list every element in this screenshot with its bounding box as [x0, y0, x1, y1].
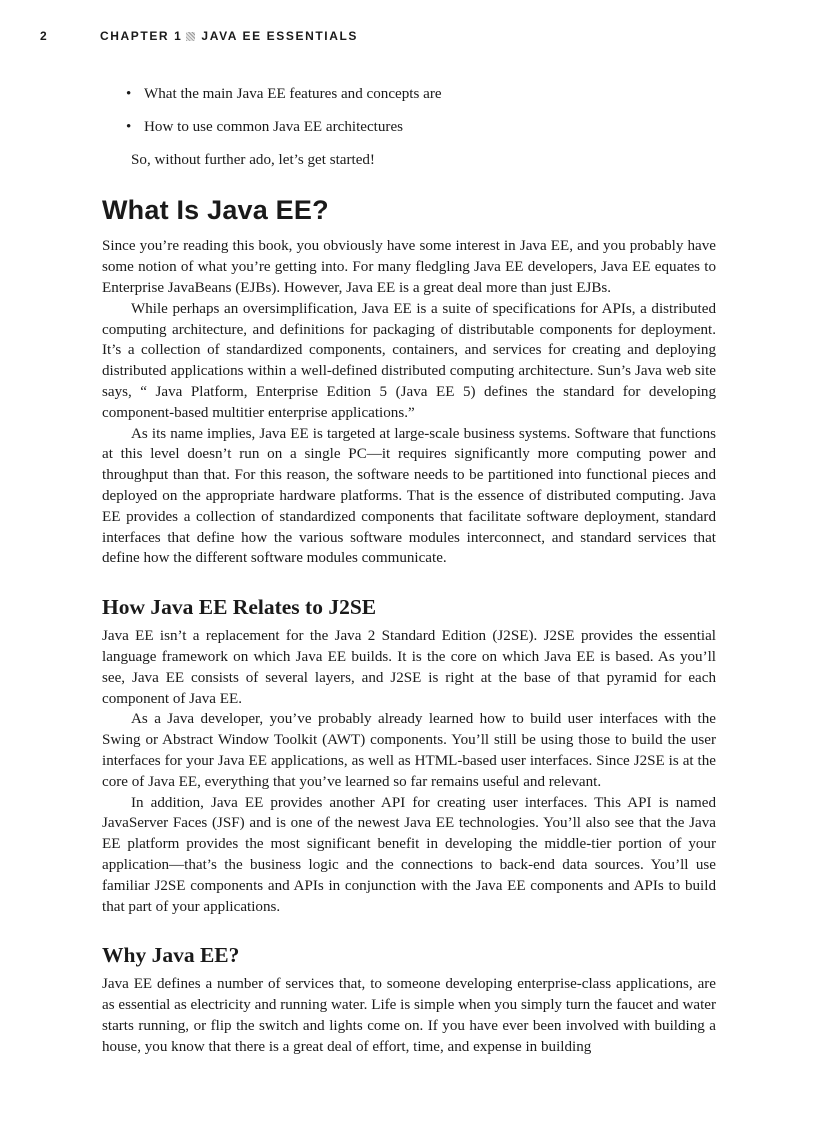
running-header	[40, 27, 740, 45]
separator-square-icon	[186, 32, 195, 41]
page-content	[102, 84, 716, 1057]
list-item	[126, 84, 716, 105]
chapter-label: CHAPTER 1	[100, 29, 183, 43]
section-heading-relates-to-j2se: How Java EE Relates to J2SE	[102, 595, 377, 620]
lead-sentence: So, without further ado, let’s get started!	[131, 151, 375, 168]
running-head-text	[100, 29, 358, 43]
paragraph: Java EE isn’t a replacement for the Java 2 Standard Edition (J2SE). J2SE provides the essential language framework on which Java EE builds. It is the core on which Java EE is based. As you’ll see, Java EE consists of several layers, and J2SE is right at the base of that pyramid for each component of Java EE.	[102, 628, 716, 707]
paragraph: Java EE defines a number of services that, to someone developing enterprise-class applications, are as essential as electricity and running water. Life is simple when you simply turn the faucet and water starts running, or flip the switch and lights come on. If you have ever been involved with building a house, you know that there is a great deal of effort, time, and expense in building	[102, 976, 716, 1055]
paragraph: As a Java developer, you’ve probably already learned how to build user interfaces with the Swing or Abstract Window Toolkit (AWT) components. You’ll still be using those to build the user interfaces for your Java EE applications, as well as HTML-based user interfaces. Since J2SE is at the core of Java EE, everything that you’ve learned so far remains useful and relevant.	[102, 711, 716, 790]
section-heading-why-java-ee: Why Java EE?	[102, 943, 240, 968]
section-body-relates-to-j2se	[102, 626, 716, 917]
bullet-icon: •	[126, 86, 132, 102]
bullet-text: How to use common Java EE architectures	[144, 118, 404, 135]
chapter-title: JAVA EE ESSENTIALS	[201, 29, 359, 43]
bullet-icon: •	[126, 118, 132, 135]
section-body-what-is-java-ee	[102, 236, 716, 569]
bullet-text: What the main Java EE features and concepts are	[144, 86, 442, 102]
paragraph: As its name implies, Java EE is targeted at large-scale business systems. Software that functions at this level doesn’t run on a single PC—it requires significantly more computing power and throughput than that. For this reason, the software needs to be partitioned into functional pieces and deployed on the appropriate hardware platforms. That is the essence of distributed computing. Java EE provides a collection of standardized components that facilitate software deployment, standard interfaces that define how the various software modules interconnect, and standard services that define how the different software modules communicate.	[102, 425, 716, 567]
list-item	[126, 117, 716, 138]
intro-bullet-list	[102, 84, 716, 138]
paragraph: While perhaps an oversimplification, Java EE is a suite of specifications for APIs, a distributed computing architecture, and definitions for packaging of distributable components for deployment. It’s a collection of standardized components, containers, and services for creating and deploying distributed applications within a well-defined distributed computing architecture. Sun’s Java web site says, “ Java Platform, Enterprise Edition 5 (Java EE 5) defines the standard for developing component-based multitier enterprise applications.”	[102, 300, 716, 421]
paragraph: In addition, Java EE provides another API for creating user interfaces. This API is named JavaServer Faces (JSF) and is one of the newest Java EE technologies. You’ll also see that the Java EE platform provides the most significant benefit in developing the middle-tier portion of your application—that’s the business logic and the connections to back-end data sources. You’ll use familiar J2SE components and APIs in conjunction with the Java EE components and APIs to build that part of your applications.	[102, 794, 716, 915]
section-heading-what-is-java-ee: What Is Java EE?	[102, 195, 329, 226]
paragraph: Since you’re reading this book, you obviously have some interest in Java EE, and you probably have some notion of what you’re getting into. For many fledgling Java EE developers, Java EE equates to Enterprise JavaBeans (EJBs). However, Java EE is a great deal more than just EJBs.	[102, 238, 716, 296]
page-number: 2	[40, 29, 49, 43]
section-body-why-java-ee	[102, 974, 716, 1057]
